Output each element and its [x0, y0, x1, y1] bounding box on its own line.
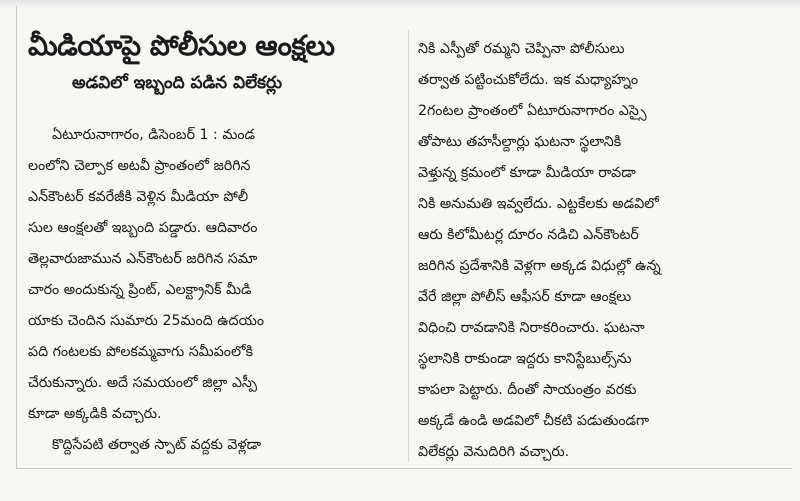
body-line: విధించి రావడానికి నిరాకరించారు. ఘటనా: [418, 320, 645, 336]
body-line: కూడా అక్కడికి వచ్చారు.: [28, 406, 162, 422]
body-line: తోపాటు తహసీల్దార్లు ఘటనా స్థలానికి: [418, 134, 622, 150]
scan-top-edge: [0, 0, 800, 8]
body-line: వేరే జిల్లా పోలీస్ ఆఫీసర్ కూడా ఆంక్షలు: [418, 289, 632, 305]
body-line: ఏటూరునాగారం, డిసెంబర్ 1 : మండ: [52, 127, 256, 143]
body-line: పది గంటలకు పోలకమ్మవాగు సమీపంలోకి: [28, 344, 254, 360]
left-column: [28, 120, 400, 461]
body-line: యాకు చెందిన సుమారు 25మంది ఉదయం: [28, 313, 265, 329]
body-line: సుల ఆంక్షలతో ఇబ్బంది పడ్డారు. ఆదివారం: [28, 220, 258, 236]
clipping-bottom-border: [16, 468, 792, 469]
body-line: ఆరు కిలోమీటర్ల దూరం నడిచి ఎన్‌కౌంటర్: [418, 227, 639, 243]
body-line: నికి అనుమతి ఇవ్వలేదు. ఎట్టకేలకు అడవిలో: [418, 196, 659, 212]
headline: మీడియాపై పోలీసుల ఆంక్షలు: [28, 29, 335, 62]
body-line: 2గంటల ప్రాంతంలో ఏటూరునాగారం ఎస్సై: [418, 103, 647, 119]
body-line: జరిగిన ప్రదేశానికి వెళ్లగా అక్కడ విధుల్లో ఉన్న: [418, 258, 661, 274]
body-line: చేరుకున్నారు. అదే సమయంలో జిల్లా ఎస్పీ: [28, 375, 258, 391]
body-line: కొద్దిసేపటి తర్వాత స్పాట్ వద్దకు వెళ్లడా: [52, 437, 262, 453]
body-line: చారం అందుకున్న ప్రింట్, ఎలక్ట్రానిక్ మీడి: [28, 282, 252, 298]
body-line: కాపలా పెట్టారు. దీంతో సాయంత్రం వరకు: [418, 382, 637, 398]
body-line: లంలోని చెల్పాక అటవీ ప్రాంతంలో జరిగిన: [28, 158, 251, 174]
body-line: వెళ్తున్న క్రమంలో కూడా మీడియా రావడా: [418, 165, 636, 181]
body-line: నికి ఎస్పీతో రమ్మని చెప్పినా పోలీసులు: [418, 41, 625, 57]
clipping-left-border: [16, 6, 17, 468]
body-line: ఎన్‌కౌంటర్ కవరేజీకి వెళ్లిన మీడియా పోలీ: [28, 189, 249, 205]
body-line: స్థలానికి రాకుండా ఇద్దరు కానిస్టేబుల్స్‌ను: [418, 351, 632, 367]
body-line: విలేకర్లు వెనుదిరిగి వచ్చారు.: [418, 444, 570, 460]
right-column: [418, 34, 790, 468]
column-divider: [408, 30, 409, 462]
subheadline: అడవిలో ఇబ్బంది పడిన విలేకర్లు: [72, 73, 282, 93]
body-line: అక్కడే ఉండి అడవిలో చీకటి పడుతుండగా: [418, 413, 650, 429]
body-line: తెల్లవారుజామున ఎన్‌కౌంటర్ జరిగిన సమా: [28, 251, 258, 267]
body-line: తర్వాత పట్టించుకోలేదు. ఇక మధ్యాహ్నం: [418, 72, 639, 88]
